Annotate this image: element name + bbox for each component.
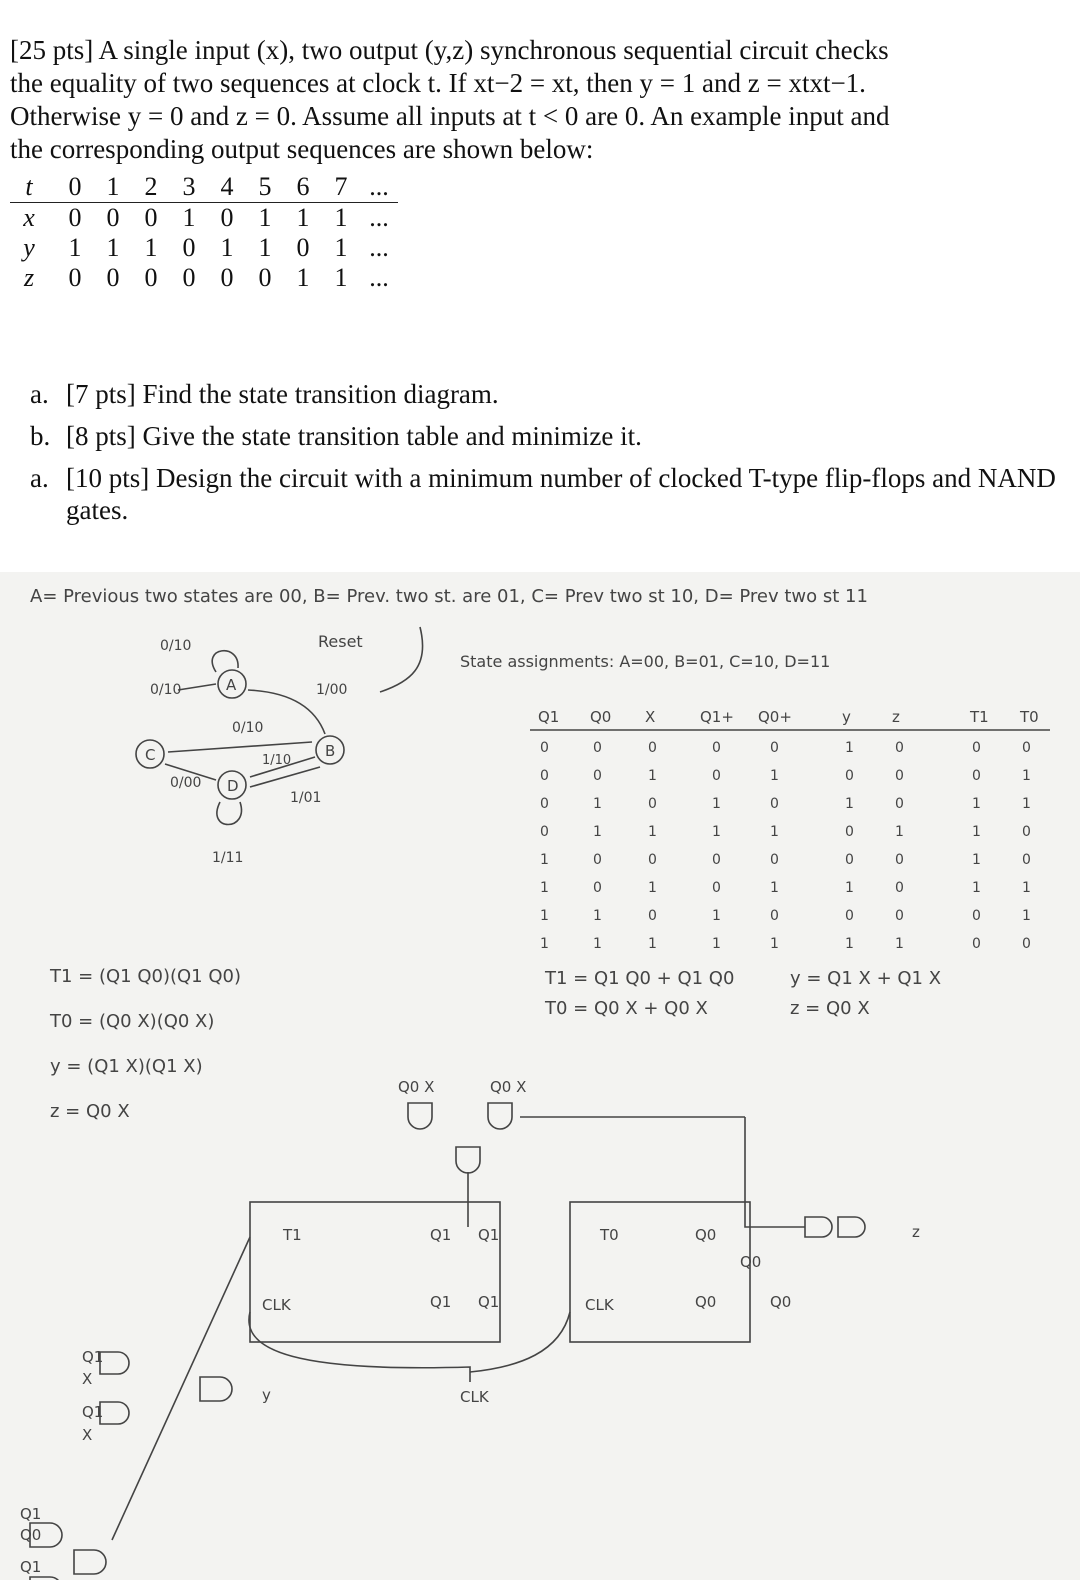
problem-statement — [10, 34, 1070, 166]
table-header-z: z — [892, 708, 900, 726]
table-cell: 0 — [895, 740, 904, 756]
table-row: x 0 0 0 1 0 1 1 1 ... — [23, 203, 389, 232]
ff0-clk-label: CLK — [585, 1296, 614, 1314]
nand-gate-t0-b — [488, 1103, 512, 1129]
nand-gate-y-b — [100, 1402, 129, 1424]
table-cell: 0 — [895, 852, 904, 868]
table-cell: 1 — [593, 936, 602, 952]
equation-t0-sop: T0 = Q0 X + Q0 X — [545, 998, 708, 1019]
table-cell: 0 — [845, 768, 854, 784]
table-cell: 0 — [1022, 740, 1031, 756]
equation-t0-nand: T0 = (Q0 X)(Q0 X) — [50, 1011, 215, 1032]
problem-line-1: [25 pts] A single input (x), two output (y,z) synchronous sequential circuit checks — [10, 35, 889, 65]
table-cell: 0 — [593, 852, 602, 868]
table-cell: 1 — [593, 824, 602, 840]
ff0-qbar-label: Q0 — [695, 1293, 717, 1311]
gate-input-label: Q0 X — [398, 1078, 435, 1096]
table-header-y: y — [842, 708, 851, 726]
table-cell: 0 — [593, 740, 602, 756]
q1-output-label: Q1 — [478, 1226, 500, 1244]
table-cell: 0 — [770, 908, 779, 924]
table-cell: 1 — [770, 880, 779, 896]
flip-flop-t0 — [570, 1202, 750, 1342]
example-sequence-table — [10, 172, 398, 293]
table-cell: 0 — [648, 740, 657, 756]
table-cell: 1 — [770, 768, 779, 784]
left-input-label: Q1 — [20, 1558, 42, 1576]
nand-gate-z-b — [838, 1217, 865, 1237]
table-cell: 0 — [712, 740, 721, 756]
self-loop-d — [217, 802, 242, 825]
table-cell: 1 — [593, 796, 602, 812]
table-header-q1: Q1 — [538, 708, 560, 726]
table-cell: 0 — [845, 852, 854, 868]
table-cell: 1 — [770, 824, 779, 840]
ff0-q-label: Q0 — [695, 1226, 717, 1244]
table-row: z 0 0 0 0 0 0 1 1 ... — [23, 263, 389, 292]
clk-label: CLK — [460, 1388, 489, 1406]
table-cell: 0 — [712, 852, 721, 868]
table-cell: 1 — [648, 936, 657, 952]
table-cell: 1 — [540, 852, 549, 868]
nand-gate-t0-out — [456, 1147, 480, 1173]
table-cell: 0 — [895, 908, 904, 924]
table-cell: 1 — [1022, 796, 1031, 812]
table-header-x: X — [645, 708, 656, 726]
list-item: a. [7 pts] Find the state transition diagram. — [30, 379, 499, 409]
table-cell: 1 — [845, 796, 854, 812]
bottom-input-label: X — [82, 1426, 93, 1444]
state-assignments: State assignments: A=00, B=01, C=10, D=11 — [460, 652, 831, 671]
table-cell: 0 — [712, 880, 721, 896]
table-cell: 0 — [770, 796, 779, 812]
state-definitions: A= Previous two states are 00, B= Prev. two st. are 01, C= Prev two st 10, D= Prev two st 11 — [30, 586, 868, 607]
problem-line-3: Otherwise y = 0 and z = 0. Assume all inputs at t < 0 are 0. An example input and — [10, 101, 890, 131]
edge-label: 0/00 — [170, 775, 202, 791]
table-cell: 1 — [972, 852, 981, 868]
wire-t1-in — [112, 1237, 250, 1540]
table-cell: 1 — [972, 824, 981, 840]
table-cell: 1 — [540, 936, 549, 952]
flip-flop-t1 — [250, 1202, 500, 1342]
ff0-t-label: T0 — [600, 1226, 619, 1244]
q0-output-label: Q0 — [740, 1253, 762, 1271]
ff1-q-label: Q1 — [430, 1226, 452, 1244]
problem-line-4: the corresponding output sequences are shown below: — [10, 134, 594, 164]
self-loop-a — [212, 651, 238, 672]
table-cell: 1 — [540, 908, 549, 924]
table-header-t1: T1 — [970, 708, 989, 726]
table-cell: 0 — [540, 740, 549, 756]
table-cell: 0 — [540, 768, 549, 784]
bottom-input-label: X — [82, 1370, 93, 1388]
equation-y-sop: y = Q1 X + Q1 X — [790, 968, 942, 989]
nand-gate-y-out — [200, 1377, 232, 1401]
question-parts — [30, 378, 1070, 536]
table-cell: 1 — [593, 908, 602, 924]
table-cell: 0 — [540, 796, 549, 812]
table-cell: 1 — [712, 908, 721, 924]
table-cell: 0 — [1022, 824, 1031, 840]
table-row: y 1 1 1 0 1 1 0 1 ... — [23, 233, 389, 262]
table-cell: 1 — [845, 936, 854, 952]
table-header-q1-next: Q1+ — [700, 708, 734, 726]
state-b-label: B — [325, 742, 336, 760]
wire-z — [745, 1117, 805, 1227]
state-d-label: D — [227, 777, 239, 795]
table-cell: 1 — [845, 740, 854, 756]
table-header-q0: Q0 — [590, 708, 612, 726]
q0bar-output-label: Q0 — [770, 1293, 792, 1311]
table-cell: 0 — [593, 768, 602, 784]
table-cell: 0 — [972, 768, 981, 784]
edge-label: 0/10 — [160, 638, 192, 654]
ff1-clk-label: CLK — [262, 1296, 291, 1314]
table-cell: 1 — [895, 936, 904, 952]
table-cell: 0 — [648, 796, 657, 812]
nand-gate-z-a — [805, 1217, 832, 1237]
edge-label: 0/10 — [232, 720, 264, 736]
table-header-q0-next: Q0+ — [758, 708, 792, 726]
table-header-t0: T0 — [1020, 708, 1039, 726]
table-cell: 0 — [712, 768, 721, 784]
reset-arrow — [380, 627, 423, 692]
table-cell: 0 — [895, 768, 904, 784]
left-input-label: Q1 — [20, 1505, 42, 1523]
edge-b-to-c — [168, 742, 312, 752]
list-item: b. [8 pts] Give the state transition table and minimize it. — [30, 421, 642, 451]
table-cell: 1 — [712, 824, 721, 840]
table-cell: 0 — [845, 824, 854, 840]
table-cell: 1 — [972, 796, 981, 812]
table-cell: 1 — [1022, 880, 1031, 896]
table-row: t 0 1 2 3 4 5 6 7 ... — [10, 172, 398, 203]
table-cell: 1 — [1022, 768, 1031, 784]
state-c-label: C — [145, 746, 156, 764]
table-cell: 0 — [895, 880, 904, 896]
table-cell: 1 — [712, 796, 721, 812]
edge-a-to-c — [178, 684, 216, 690]
reset-label: Reset — [318, 632, 363, 651]
table-cell: 0 — [972, 936, 981, 952]
table-cell: 1 — [648, 824, 657, 840]
edge-b-to-d — [250, 767, 320, 787]
table-cell: 1 — [1022, 908, 1031, 924]
nand-gate-y-a — [100, 1352, 129, 1374]
table-cell: 0 — [972, 908, 981, 924]
table-cell: 0 — [770, 852, 779, 868]
bottom-input-label: Q1 — [82, 1403, 104, 1421]
equation-y-nand: y = (Q1 X)(Q1 X) — [50, 1056, 203, 1077]
ff1-t-label: T1 — [283, 1226, 302, 1244]
equation-z-nand: z = Q0 X — [50, 1101, 130, 1122]
nand-gate-t0-a — [408, 1103, 432, 1129]
table-cell: 1 — [972, 880, 981, 896]
table-cell: 1 — [712, 936, 721, 952]
problem-line-2: the equality of two sequences at clock t. If xt−2 = xt, then y = 1 and z = xtxt−1. — [10, 68, 866, 98]
edge-label: 1/11 — [212, 850, 244, 866]
table-cell: 0 — [1022, 852, 1031, 868]
table-cell: 1 — [540, 880, 549, 896]
equation-t1-nand: T1 = (Q1 Q0)(Q1 Q0) — [50, 966, 241, 987]
edge-label: 1/10 — [262, 753, 292, 768]
table-cell: 1 — [895, 824, 904, 840]
wire-clk-1 — [249, 1312, 470, 1382]
handwritten-solution-drawing — [0, 572, 1080, 1580]
table-cell: 0 — [770, 740, 779, 756]
table-cell: 0 — [540, 824, 549, 840]
table-cell: 1 — [845, 880, 854, 896]
table-cell: 0 — [895, 796, 904, 812]
table-cell: 0 — [648, 908, 657, 924]
bottom-input-label: Q1 — [82, 1348, 104, 1366]
left-input-label: Q0 — [20, 1526, 42, 1544]
ff1-qbar-label: Q1 — [430, 1293, 452, 1311]
nand-gate-t1-out — [74, 1550, 106, 1574]
edge-label: 0/10 — [150, 682, 182, 698]
table-cell: 0 — [972, 740, 981, 756]
edge-label: 1/00 — [316, 682, 348, 698]
table-cell: 1 — [770, 936, 779, 952]
table-cell: 0 — [1022, 936, 1031, 952]
table-cell: 1 — [648, 768, 657, 784]
list-item: a. [10 pts] Design the circuit with a minimum number of clocked T-type flip-flops and NAND gates. — [30, 463, 1056, 525]
state-a-label: A — [226, 676, 237, 694]
edge-label: 1/01 — [290, 790, 322, 806]
table-cell: 0 — [648, 852, 657, 868]
handwritten-solution-photo — [0, 572, 1080, 1580]
equation-z-sop: z = Q0 X — [790, 998, 870, 1019]
transition-table-body — [540, 740, 1031, 952]
equation-t1-sop: T1 = Q1 Q0 + Q1 Q0 — [545, 968, 735, 989]
table-cell: 1 — [648, 880, 657, 896]
q1bar-output-label: Q1 — [478, 1293, 500, 1311]
output-z-label: z — [912, 1223, 920, 1241]
gate-input-label: Q0 X — [490, 1078, 527, 1096]
table-cell: 0 — [845, 908, 854, 924]
output-y-label: y — [262, 1386, 271, 1404]
table-cell: 0 — [593, 880, 602, 896]
